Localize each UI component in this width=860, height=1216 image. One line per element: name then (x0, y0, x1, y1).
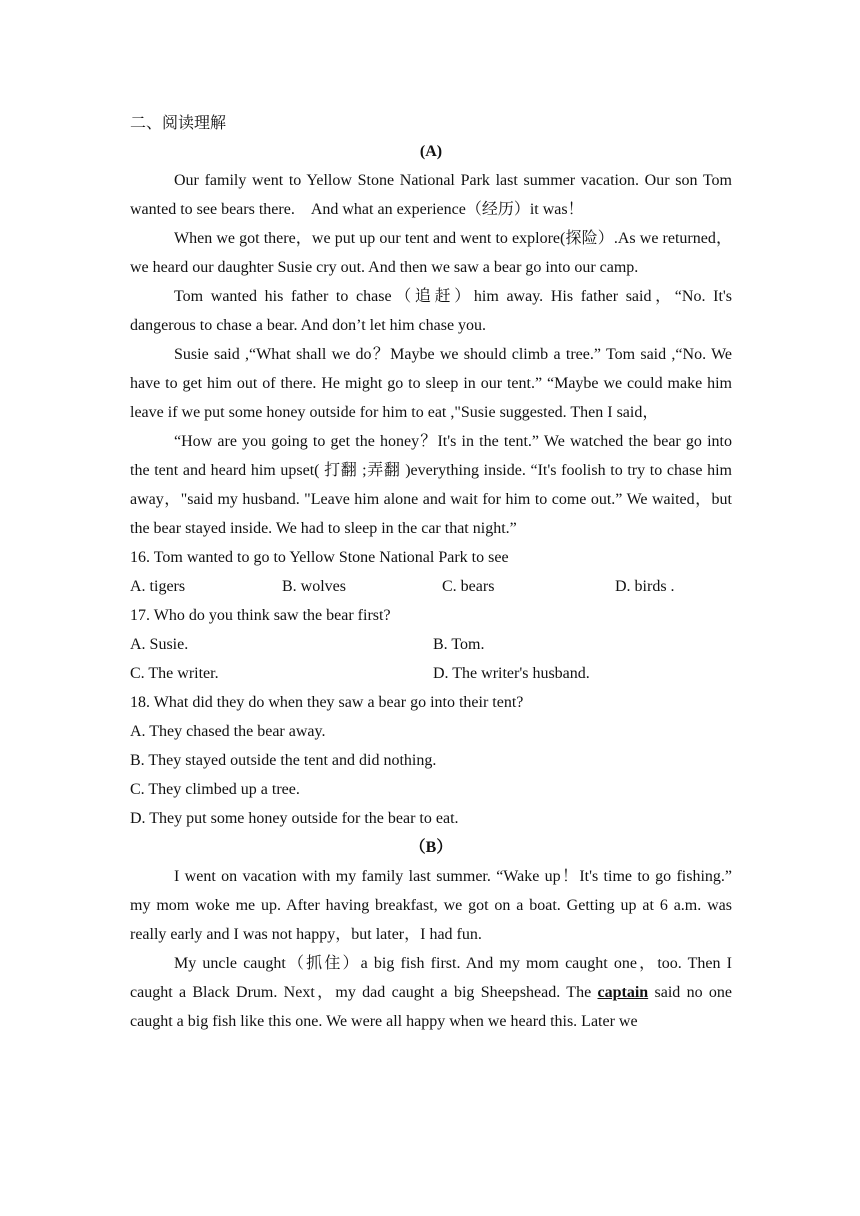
passage-a-paragraph-2: When we got there，we put up our tent and went to explore(探险）.As we returned，we heard our daughter Susie cry out. And then we saw a bear go into our camp. (130, 230, 732, 276)
passage-a-paragraph-1: Our family went to Yellow Stone National Park last summer vacation. Our son Tom wanted to see bears there. And what an experience（经历）it was！ (130, 172, 732, 218)
question-17-options-row-2 (130, 659, 732, 688)
question-17-option-a[interactable]: A. Susie. (130, 636, 189, 653)
worksheet-page (130, 108, 732, 1036)
question-18-option-a[interactable]: A. They chased the bear away. (130, 723, 326, 740)
passage-b-paragraph-1: I went on vacation with my family last summer. “Wake up！It's time to go fishing.” my mom woke me up. After having breakfast, we got on a boat. Getting up at 6 a.m. was really early and I was not happy，but later，I had fun. (130, 868, 732, 943)
section-title: 二、阅读理解 (130, 113, 227, 132)
question-16-option-a[interactable]: A. tigers (130, 578, 186, 595)
passage-b-paragraph-2 (130, 949, 732, 1036)
question-17-option-c[interactable]: C. The writer. (130, 665, 219, 682)
passage-a-paragraph-5: “How are you going to get the honey？It's in the tent.” We watched the bear go into the tent and heard him upset( 打翻 ;弄翻 )everything inside. “It's foolish to try to chase him away，"said my husband. "Leave him alone and wait for him to come out.” We waited，but the bear stayed inside. We had to sleep in the car that night.” (130, 433, 732, 537)
passage-a-paragraph-3: Tom wanted his father to chase（追赶）him away. His father said，“No. It's dangerous to chase a bear. And don’t let him chase you. (130, 288, 732, 334)
question-16-option-c[interactable]: C. bears (442, 578, 495, 595)
question-17-option-b[interactable]: B. Tom. (433, 636, 485, 653)
question-17-options-row-1 (130, 630, 732, 659)
question-16-options (130, 572, 732, 601)
question-18-stem: 18. What did they do when they saw a bear go into their tent? (130, 694, 524, 711)
question-17-option-d[interactable]: D. The writer's husband. (433, 665, 590, 682)
question-18-option-c[interactable]: C. They climbed up a tree. (130, 781, 300, 798)
question-18-option-d[interactable]: D. They put some honey outside for the bear to eat. (130, 810, 459, 827)
passage-b-paragraph-2-end: said no one caught a big fish like this one. We were all happy when we heard this. Later we (130, 984, 732, 1030)
question-17-stem: 17. Who do you think saw the bear first? (130, 607, 391, 624)
passage-a-paragraph-4: Susie said ,“What shall we do？Maybe we should climb a tree.” Tom said ,“No. We have to get him out of there. He might go to sleep in our tent.” “Maybe we could make him leave if we put some honey outside for him to eat ,"Susie suggested. Then I said， (130, 346, 732, 421)
passage-b-label: （B） (409, 839, 453, 856)
question-18-option-b[interactable]: B. They stayed outside the tent and did nothing. (130, 752, 437, 769)
passage-a-label: (A) (419, 143, 443, 160)
keyword-captain: captain (597, 984, 649, 1001)
question-16-option-b[interactable]: B. wolves (282, 578, 346, 595)
question-16-stem: 16. Tom wanted to go to Yellow Stone National Park to see (130, 549, 509, 566)
passage-b-paragraph-2-start: My uncle caught（抓住）a big fish first. And my mom caught one，too. Then I caught a Black Drum. Next，my dad caught a big Sheepshead. The (130, 955, 732, 1001)
question-16-option-d[interactable]: D. birds . (615, 578, 675, 595)
